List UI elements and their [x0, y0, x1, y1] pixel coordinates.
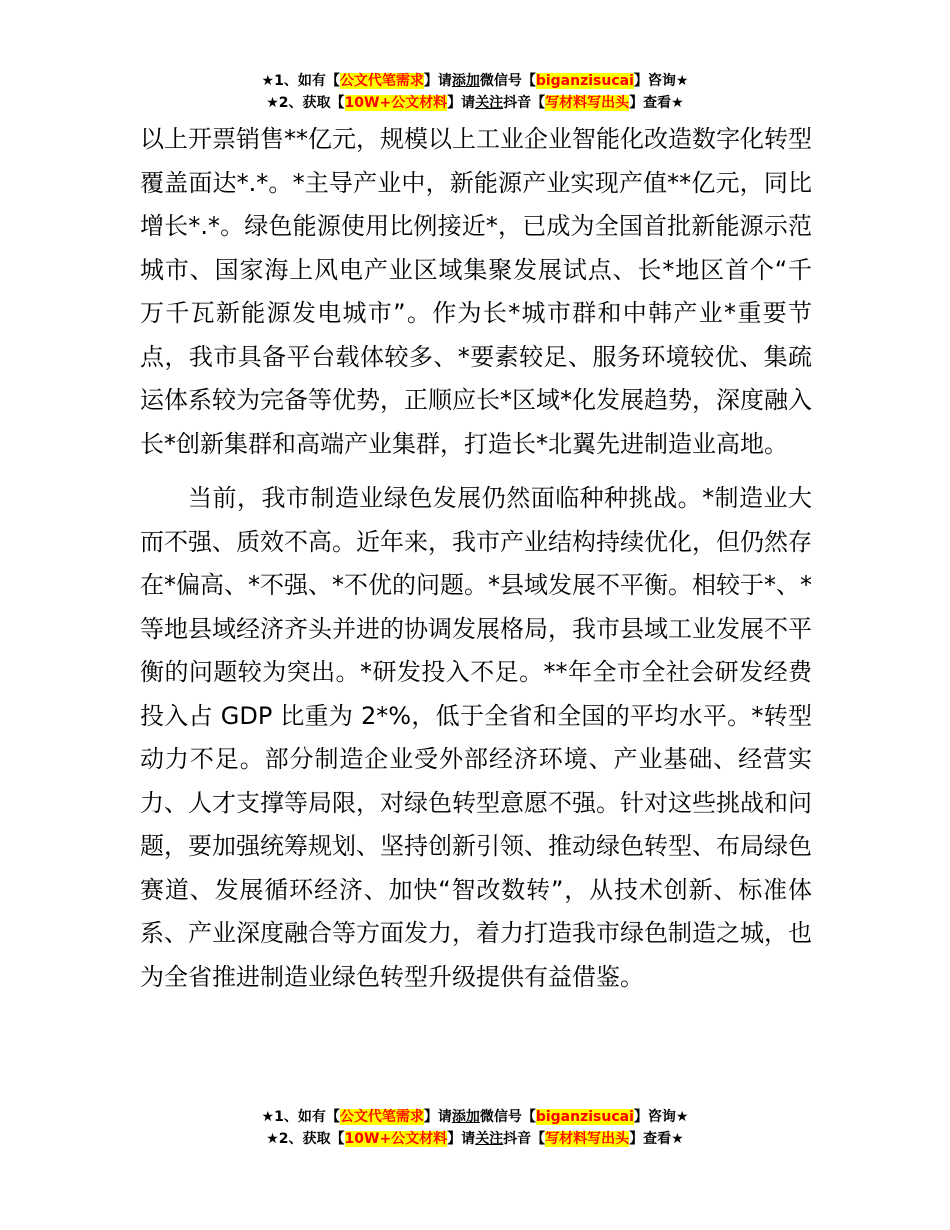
banner-text: 】请 [423, 73, 452, 89]
text-line: 从技术创新、标准体系、产业深度融合等方面发力，着力打造 [140, 875, 812, 947]
text-line: 基础、经营实力、人才支撑等局限，对绿色转型意愿不强。针 [140, 745, 813, 817]
banner-text: 微信号【 [479, 73, 536, 89]
banner-text: 】查看★ [629, 1131, 684, 1147]
text-line: 较优、集疏运体系较为完备等优势，正顺应长*区域*化发展趋 [140, 342, 813, 414]
banner-text: 微信号【 [479, 1109, 536, 1125]
banner-text: 】请 [447, 95, 476, 111]
highlight-materials: 10W+公文材料 [344, 1131, 448, 1147]
banner-line-1 [0, 1106, 950, 1128]
banner-follow-text: 关注 [475, 95, 504, 111]
text-line: 同比增长*.*。绿色能源使用比例接近*，已成为全国首批新能 [140, 168, 812, 240]
text-line: 发展不平衡的问题较为突出。*研发投入不足。**年全市全社 [140, 614, 812, 686]
text-line: 于*、*等地县域经济齐头并进的协调发展格局，我市县域工业 [140, 571, 812, 643]
paragraph-2 [140, 477, 812, 999]
banner-text: 】请 [447, 1131, 476, 1147]
banner-line-2 [0, 92, 950, 114]
text-line: 色转型、布局绿色赛道、发展循环经济、加快“智改数转”， [140, 832, 812, 904]
highlight-douyin-account: 写材料写出头 [545, 95, 630, 111]
paragraph-spacer [140, 466, 812, 477]
text-line: 首个“千万千瓦新能源发电城市”。作为长*城市群和中韩产 [140, 255, 813, 327]
banner-text: 】请 [423, 1109, 452, 1125]
banner-follow-text: 关注 [475, 1131, 504, 1147]
text-line: 会研发经费投入占 GDP 比重为 2*%，低于全省和全国的平均 [140, 658, 813, 730]
banner-text: ★2、获取【 [266, 1131, 345, 1147]
banner-text: 抖音【 [503, 95, 546, 111]
banner-text: 抖音【 [503, 1131, 546, 1147]
text-line: 型覆盖面达*.*。*主导产业中，新能源产业实现产值**亿元， [140, 125, 812, 197]
text-line: 益借鉴。 [548, 962, 644, 991]
highlight-ghostwriting: 公文代笔需求 [339, 1109, 424, 1125]
text-line: 以上开票销售**亿元，规模以上工业企业智能化改造数字化转 [140, 125, 788, 153]
banner-add-text: 添加 [451, 73, 480, 89]
banner-text: ★2、获取【 [266, 95, 345, 111]
banner-text: 】查看★ [629, 95, 684, 111]
highlight-douyin-account: 写材料写出头 [545, 1131, 630, 1147]
banner-add-text: 添加 [451, 1109, 480, 1125]
banner-text: ★1、如有【 [261, 1109, 340, 1125]
text-line: 势，深度融入长*创新集群和高端产业集群，打造长*北翼先进 [140, 386, 812, 458]
text-line: 我市绿色制造之城，也为全省推进制造业绿色转型升级提供有 [140, 919, 812, 991]
text-line: 然存在*偏高、*不强、*不优的问题。*县域发展不平衡。相较 [140, 527, 812, 599]
paragraph-1 [140, 118, 812, 466]
banner-text: 】咨询★ [633, 73, 689, 89]
text-line: 源示范城市、国家海上风电产业区域集聚发展试点、长*地区 [140, 212, 812, 284]
text-line: 当前，我市制造业绿色发展仍然面临种种挑战。*制造业 [188, 484, 788, 512]
highlight-materials: 10W+公文材料 [344, 95, 448, 111]
text-line: 大而不强、质效不高。近年来，我市产业结构持续优化，但仍 [140, 484, 812, 556]
text-line: 水平。*转型动力不足。部分制造企业受外部经济环境、产业 [140, 701, 813, 773]
footer-banner [0, 1106, 950, 1150]
banner-text: 】咨询★ [633, 1109, 689, 1125]
highlight-wechat-id: biganzisucai [535, 73, 634, 89]
highlight-wechat-id: biganzisucai [535, 1109, 634, 1125]
text-line: 业*重要节点，我市具备平台载体较多、*要素较足、服务环境 [140, 299, 813, 371]
text-line: 对这些挑战和问题，要加强统筹规划、坚持创新引领、推动绿 [140, 788, 812, 860]
highlight-ghostwriting: 公文代笔需求 [339, 73, 424, 89]
banner-line-1 [0, 70, 950, 92]
text-line: 制造业高地。 [644, 429, 788, 458]
banner-text: ★1、如有【 [261, 73, 340, 89]
document-body [140, 118, 812, 999]
header-banner [0, 70, 950, 114]
banner-line-2 [0, 1128, 950, 1150]
